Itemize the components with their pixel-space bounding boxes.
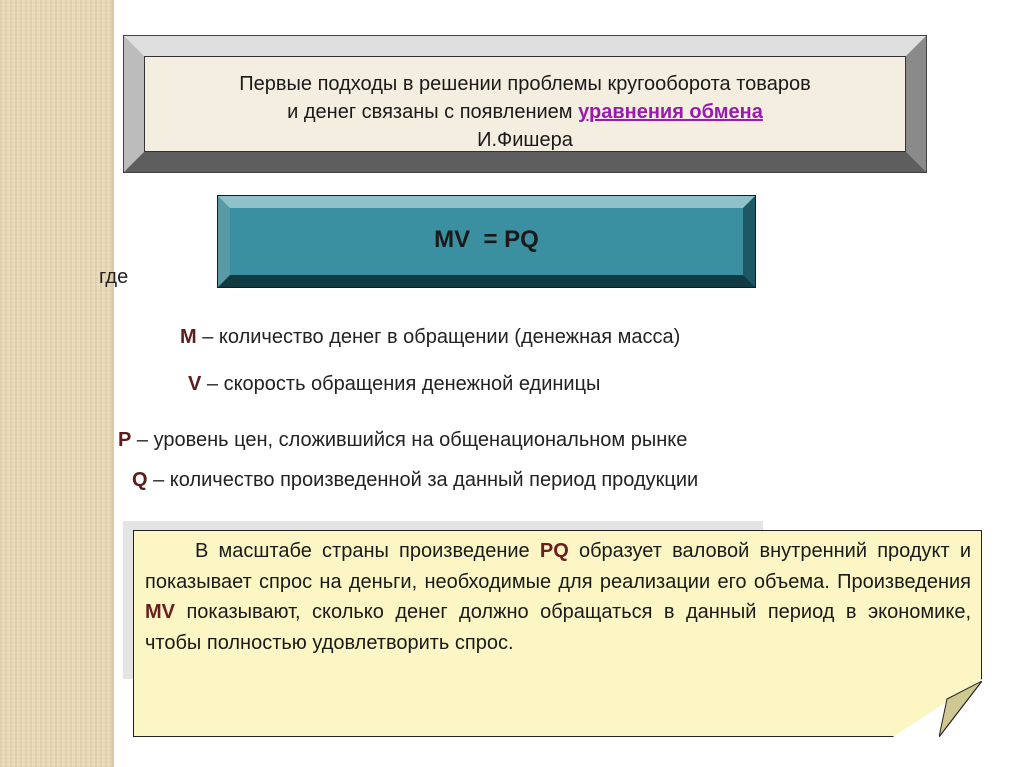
note-text	[145, 536, 971, 658]
title-line-2-text: и денег связаны с появлением	[287, 101, 579, 123]
definition-symbol: Q	[132, 469, 148, 491]
note-part-2: образует валовой внутренний продукт и показывает спрос на деньги, необходимые для реализации его объема. Произведения	[145, 540, 971, 593]
folded-corner-icon	[939, 681, 982, 737]
definition-symbol: V	[188, 373, 202, 395]
definition-text: – количество произведенной за данный период продукции	[147, 469, 699, 491]
definition-p	[118, 429, 687, 452]
note-part-1: В масштабе страны произведение	[195, 540, 540, 562]
definition-symbol: Р	[118, 429, 132, 451]
formula-box	[218, 196, 755, 287]
definition-v	[188, 373, 600, 396]
definition-text: – количество денег в обращении (денежная масса)	[196, 326, 681, 348]
title-line-3: И.Фишера	[477, 129, 573, 151]
where-label: где	[99, 266, 129, 288]
definition-text: – уровень цен, сложившийся на общенациональном рынке	[131, 429, 688, 451]
definition-m	[180, 326, 680, 349]
note-mv: MV	[145, 601, 175, 623]
definition-q	[132, 469, 698, 492]
definition-symbol: М	[180, 326, 197, 348]
title-line-1: Первые подходы в решении проблемы кругооборота товаров	[239, 73, 811, 95]
side-strip-divider	[112, 0, 114, 767]
exchange-equation-link[interactable]: уравнения обмена	[578, 101, 763, 123]
decorative-side-strip	[0, 0, 112, 767]
note-part-3: показывают, сколько денег должно обращаться в данный период в экономике, чтобы полностью удовлетворить спрос.	[145, 601, 971, 654]
definition-text: – скорость обращения денежной единицы	[201, 373, 601, 395]
title-box	[124, 36, 926, 172]
note-pq: PQ	[539, 540, 569, 562]
title-line-2	[144, 98, 906, 126]
formula: MV = PQ	[434, 226, 539, 253]
title-text	[144, 70, 906, 154]
